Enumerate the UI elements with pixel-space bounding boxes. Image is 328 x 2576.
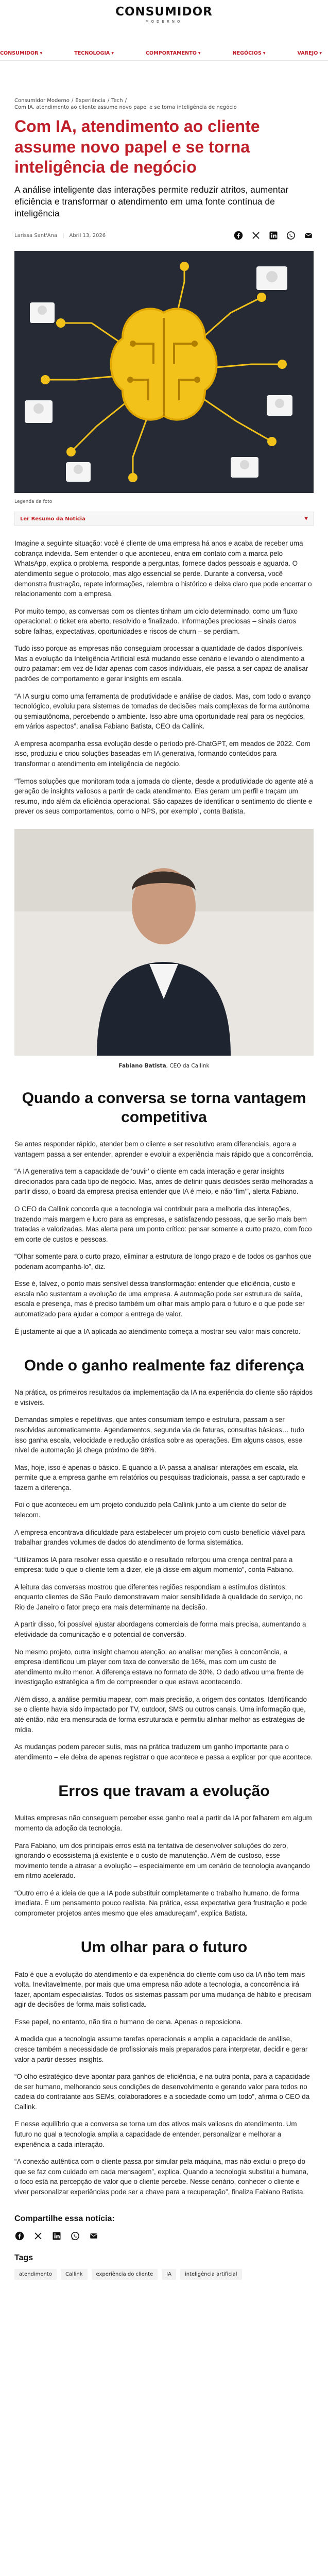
chevron-down-icon: ▼	[40, 51, 43, 55]
logo-wordmark: CONSUMIDOR	[115, 5, 213, 19]
paragraph: Mas, hoje, isso é apenas o básico. E quando a IA passa a analisar interações em escala, ela permite que a empresa ganhe em relatórios ou pesquisas tradicionais, passa a ser capturado e fazem a diferença.	[14, 1463, 305, 1492]
paragraph: “A IA generativa tem a capacidade de ‘ouvir’ o cliente em cada interação e gerar insights direcionados para cada tipo de negócio. Mas, antes de definir quais decisões serão melhoradas a partir disso, o board da empresa precisa entender que IA é meio, e não ‘fim’”, alerta Fabiano.	[14, 1167, 313, 1196]
publish-date: Abril 13, 2026	[69, 232, 106, 239]
caption-role: , CEO da Callink	[166, 1062, 210, 1069]
article-body-section-4	[14, 1813, 314, 1918]
paragraph: Fato é que a evolução do atendimento e da experiência do cliente com uso da IA não tem mais volta. Inevitavelmente, por mais que uma empresa não adote a tecnologia, a concorrência irá fazer, apontam especialistas. Todos os sistemas passam por uma mudança de hábito e precisam agir de decisões de forma mais sofisticada.	[14, 1970, 312, 2009]
brain-circuit-illustration	[14, 251, 314, 493]
paragraph: Tudo isso porque as empresas não conseguiam processar a quantidade de dados disponíveis. Mas a evolução da Inteligência Artificial está mudando esse cenário e levando o atendimento a outro patamar: em vez de lidar apenas com casos individuais, ele passa a ser capaz de analisar padrões de comportamento e gerar insights em escala.	[14, 645, 308, 683]
nav-consumidor[interactable]	[0, 45, 42, 61]
nav-varejo[interactable]	[298, 45, 322, 61]
article-body-section-5	[14, 1970, 314, 2197]
paragraph: Para Fabiano, um dos principais erros está na tentativa de desenvolver soluções do zero, ignorando o ecossistema já existente e o custo de manutenção. Além de custoso, esse movimento tende a atrasar a evolução – especialmente em um cenário de tecnologia avançando em ritmo acelerado.	[14, 1841, 310, 1880]
paragraph: “Olhar somente para o curto prazo, eliminar a estrutura de longo prazo e de todos os ganhos que poderiam acompanhá-lo”, diz.	[14, 1252, 312, 1270]
paragraph: “Temos soluções que monitoram toda a jornada do cliente, desde a produtividade do agente até a geração de insights valiosos a partir de cada atendimento. Elas geram um perfil e traçam um resumo, indo além da eficiência operacional. São capazes de identificar o sentimento do cliente e prever os seus comportamentos, como o NPS, por exemplo”, conta Batista.	[14, 777, 313, 816]
paragraph: A medida que a tecnologia assume tarefas operacionais e amplia a capacidade de análise, cresce também a necessidade de profissionais mais preparados para interpretar, decidir e gerar valor a partir desses insights.	[14, 2035, 308, 2063]
chevron-down-icon: ▼	[263, 51, 266, 55]
paragraph: A empresa encontrava dificuldade para estabelecer um projeto com custo-benefício viável para trabalhar grandes volumes de dados do atendimento de forma sistemática.	[14, 1528, 305, 1547]
nav-label: TECNOLOGIA	[74, 50, 110, 56]
tag[interactable]: atendimento	[14, 2269, 57, 2280]
facebook-icon[interactable]	[14, 2231, 25, 2241]
breadcrumb-separator: /	[71, 98, 74, 104]
breadcrumb-home[interactable]: Consumidor Moderno	[14, 98, 70, 104]
chevron-down-icon: ▼	[304, 516, 308, 522]
article-body-section-3	[14, 1387, 314, 1762]
section-heading: Onde o ganho realmente faz diferença	[24, 1357, 304, 1375]
paragraph: É justamente aí que a IA aplicada ao atendimento começa a mostrar seu valor mais concreto.	[14, 1327, 301, 1335]
nav-tecnologia[interactable]	[74, 45, 114, 61]
paragraph: “A IA surgiu como uma ferramenta de produtividade e análise de dados. Mas, com todo o avanço tecnológico, evoluiu para sistemas de tomadas de decisões mais complexas de forma autônoma ou semiautônoma, percebendo o ambiente. Isso abre uma oportunidade real para os negócios, em vários aspectos”, analisa Fabiano Batista, CEO da Callink.	[14, 692, 311, 731]
summary-toggle-label: Ler Resumo da Notícia	[20, 516, 85, 522]
paragraph: A partir disso, foi possível ajustar abordagens comerciais de forma mais precisa, aumentando a efetividade da comunicação e o potencial de conversão.	[14, 1620, 306, 1639]
tag[interactable]: IA	[162, 2269, 176, 2280]
author-name[interactable]: Larissa Sant'Ana	[14, 232, 58, 239]
portrait-photo	[14, 829, 314, 1056]
chevron-down-icon: ▼	[111, 51, 114, 55]
section-heading: Um olhar para o futuro	[80, 1939, 248, 1956]
tag[interactable]: inteligência artificial	[180, 2269, 242, 2280]
paragraph: No mesmo projeto, outra insight chamou atenção: ao analisar menções à concorrência, a empresa identificou um player com taxa de conversão de 16%, mas com um custo de atendimento muito menor. A diferença estava no formato de 30%. O dado ativou uma frente de investigação estratégica a fim de compreender o que estava acontecendo.	[14, 1648, 304, 1686]
nav-label: VAREJO	[297, 50, 318, 56]
paragraph: O CEO da Callink concorda que a tecnologia vai contribuir para a melhoria das interações, trazendo mais margem e lucro para as empresas, e satisfazendo pessoas, que serão mais bem tratadas e valorizadas. Mas alerta para um ponto crítico: pensar somente a curto prazo, com foco em corte de custos e pessoas.	[14, 1205, 312, 1243]
tag-list	[14, 2269, 314, 2280]
paragraph: Foi o que aconteceu em um projeto conduzido pela Callink junto a um cliente do setor de telecom.	[14, 1501, 286, 1519]
caption-name: Fabiano Batista	[118, 1062, 166, 1069]
meta-separator: |	[62, 232, 64, 239]
section-heading: Quando a conversa se torna vantagem competitiva	[22, 1089, 306, 1126]
page-title: Com IA, atendimento ao cliente assume novo papel e se torna inteligência de negócio	[14, 117, 260, 177]
breadcrumb-experiencia[interactable]: Experiência	[75, 98, 106, 104]
article-body-intro	[14, 538, 314, 817]
email-icon[interactable]	[89, 2231, 99, 2241]
breadcrumb	[14, 98, 314, 104]
paragraph: A leitura das conversas mostrou que diferentes regiões respondiam a estímulos distintos: enquanto clientes de São Paulo demonstravam maior sensibilidade à qualidade do serviço, no Rio de Janeiro o fator preço era mais determinante na decisão.	[14, 1583, 303, 1611]
linkedin-icon[interactable]	[51, 2231, 62, 2241]
share-bottom-label: Compartilhe essa notícia:	[14, 2214, 115, 2224]
paragraph: Se antes responder rápido, atender bem o cliente e ser resolutivo eram diferenciais, agora a vantagem passa a ser entender, aprender e evoluir a experiência mais rápido que a concorrência.	[14, 1140, 314, 1158]
site-header	[0, 0, 328, 61]
breadcrumb-tech[interactable]: Tech	[111, 98, 123, 104]
hero-image	[14, 251, 314, 493]
whatsapp-icon[interactable]	[286, 230, 296, 241]
chevron-down-icon: ▼	[198, 51, 201, 55]
breadcrumb-current: Com IA, atendimento ao cliente assume novo papel e se torna inteligência de negócio	[14, 105, 237, 110]
share-top	[233, 230, 314, 241]
nav-label: CONSUMIDOR	[0, 50, 39, 56]
whatsapp-icon[interactable]	[70, 2231, 80, 2241]
tag[interactable]: Callink	[61, 2269, 88, 2280]
nav-label: COMPORTAMENTO	[145, 50, 197, 56]
paragraph: A empresa acompanha essa evolução desde o período pré-ChatGPT, em meados de 2022. Com isso, produziu e criou soluções baseadas em IA generativa, formando conteúdos para transformar o atendimento em inteligência de negócio.	[14, 739, 310, 768]
paragraph: Demandas simples e repetitivas, que antes consumiam tempo e estrutura, passam a ser resolvidas automaticamente. Agendamentos, segunda via de faturas, consultas básicas… tudo isso ganha escala, velocidade e redução drástica sobre as operações. Em alguns casos, esse nível de automação já chega próximo de 98%.	[14, 1416, 304, 1454]
article-dek: A análise inteligente das interações permite reduzir atritos, aumentar eficiência e transformar o atendimento em uma fonte contínua de inteligência	[14, 184, 289, 218]
paragraph: “Outro erro é a ideia de que a IA pode substituir completamente o trabalho humano, de forma imediata. É um pensamento pouco realista. Na prática, essa expectativa gera frustração e pode comprometer projetos antes mesmo que eles amadureçam”, explica Batista.	[14, 1889, 307, 1917]
paragraph: Por muito tempo, as conversas com os clientes tinham um ciclo determinado, como um fluxo operacional: o ticket era aberto, resolvido e finalizado. Informações preciosas – sinais claros sobre falhas, expectativas, oportunidades e riscos de churn – se perdiam.	[14, 607, 298, 635]
paragraph: Esse é, talvez, o ponto mais sensível dessa transformação: entender que eficiência, custo e escala não sustentam a evolução de uma empresa. A automação pode ser estrutura de saída, escala e presença, mas é preciso também um olhar mais amplo para o futuro e o que pode ser automatizado para ajudar a compor a entrega de valor.	[14, 1280, 305, 1318]
paragraph: Na prática, os primeiros resultados da implementação da IA na experiência do cliente são rápidos e visíveis.	[14, 1388, 313, 1406]
paragraph: E nesse equilíbrio que a conversa se torna um dos ativos mais valiosos do atendimento. Um futuro no qual a tecnologia amplia a capacidade de entender, personalizar e melhorar a experiência a cada interação.	[14, 2120, 297, 2148]
breadcrumb-separator: /	[107, 98, 110, 104]
breadcrumb-separator: /	[125, 98, 127, 104]
paragraph: As mudanças podem parecer sutis, mas na prática traduzem um ganho importante para o atendimento – ele deixa de apenas registrar o que acontece e passa a explicar por que acontece.	[14, 1743, 313, 1761]
section-heading: Erros que travam a evolução	[58, 1783, 270, 1800]
portrait-caption	[14, 1063, 314, 1069]
nav-negocios[interactable]	[233, 45, 266, 61]
email-icon[interactable]	[303, 230, 314, 241]
tag[interactable]: experiência do cliente	[92, 2269, 158, 2280]
paragraph: Além disso, a análise permitiu mapear, com mais precisão, a origem dos contatos. Identificando se o cliente havia sido impactado por TV, outdoor, SMS ou outros canais. Uma informação que, até então, não era mensurada de forma estruturada e permitiu alinhar melhor as estratégias de mídia.	[14, 1695, 307, 1734]
article	[0, 61, 328, 2280]
logo-subtitle: MODERNO	[145, 20, 183, 24]
x-icon[interactable]	[251, 230, 261, 241]
site-logo[interactable]	[0, 5, 328, 28]
tags-section	[14, 2253, 314, 2280]
portrait-image	[14, 829, 314, 1056]
linkedin-icon[interactable]	[268, 230, 279, 241]
share-bottom	[14, 2214, 314, 2241]
chevron-down-icon: ▼	[319, 51, 322, 55]
paragraph: Esse papel, no entanto, não tira o humano de cena. Apenas o reposiciona.	[14, 2018, 243, 2026]
paragraph: Imagine a seguinte situação: você é cliente de uma empresa há anos e acaba de receber uma cobrança indevida. Sem entender o que aconteceu, entra em contato com a marca pelo WhatsApp, explica o problema, responde a perguntas, fornece dados pessoais e aguarda. O atendimento segue o protocolo, mas algo essencial se perde. Durante a conversa, você demonstra frustração, repete informações, relembra o histórico e deixa claro que pode encerrar o relacionamento com a empresa.	[14, 539, 312, 598]
nav-label: NEGÓCIOS	[232, 50, 262, 56]
hero-caption: Legenda da foto	[14, 499, 53, 505]
tags-label: Tags	[14, 2253, 33, 2263]
main-nav	[0, 45, 328, 61]
x-icon[interactable]	[33, 2231, 43, 2241]
summary-toggle[interactable]	[14, 512, 314, 526]
paragraph: “A conexão autêntica com o cliente passa por simular pela máquina, mas não exclui o preço do que se faz com cuidado em cada mensagem”, explica. Quando a tecnologia substitui a humana, o foco está na percepção de valor que o cliente percebe. Nesse cenário, conhecer o cliente e viver personalizar experiências pode ser a chave para a recuperação”, finaliza Fabiano Batista.	[14, 2158, 308, 2196]
paragraph: Muitas empresas não conseguem perceber esse ganho real a partir da IA por falharem em algum momento da adoção da tecnologia.	[14, 1814, 312, 1832]
paragraph: “O olho estratégico deve apontar para ganhos de eficiência, e na outra ponta, para a capacidade de ser humano, melhorando seus condições de desenvolvimento e gerando valor para todos no cadeia do contratante aos SEMs, colaboradores e a sociedade como um todo”, afirma o CEO da Callink.	[14, 2073, 310, 2111]
nav-comportamento[interactable]	[146, 45, 201, 61]
article-body-section-2	[14, 1139, 314, 1336]
article-meta	[14, 229, 314, 242]
facebook-icon[interactable]	[233, 230, 244, 241]
paragraph: “Utilizamos IA para resolver essa questão e o resultado reforçou uma crença central para a empresa: tudo o que o cliente tem a dizer, ele já disse em algum momento”, conta Fabiano.	[14, 1555, 294, 1574]
